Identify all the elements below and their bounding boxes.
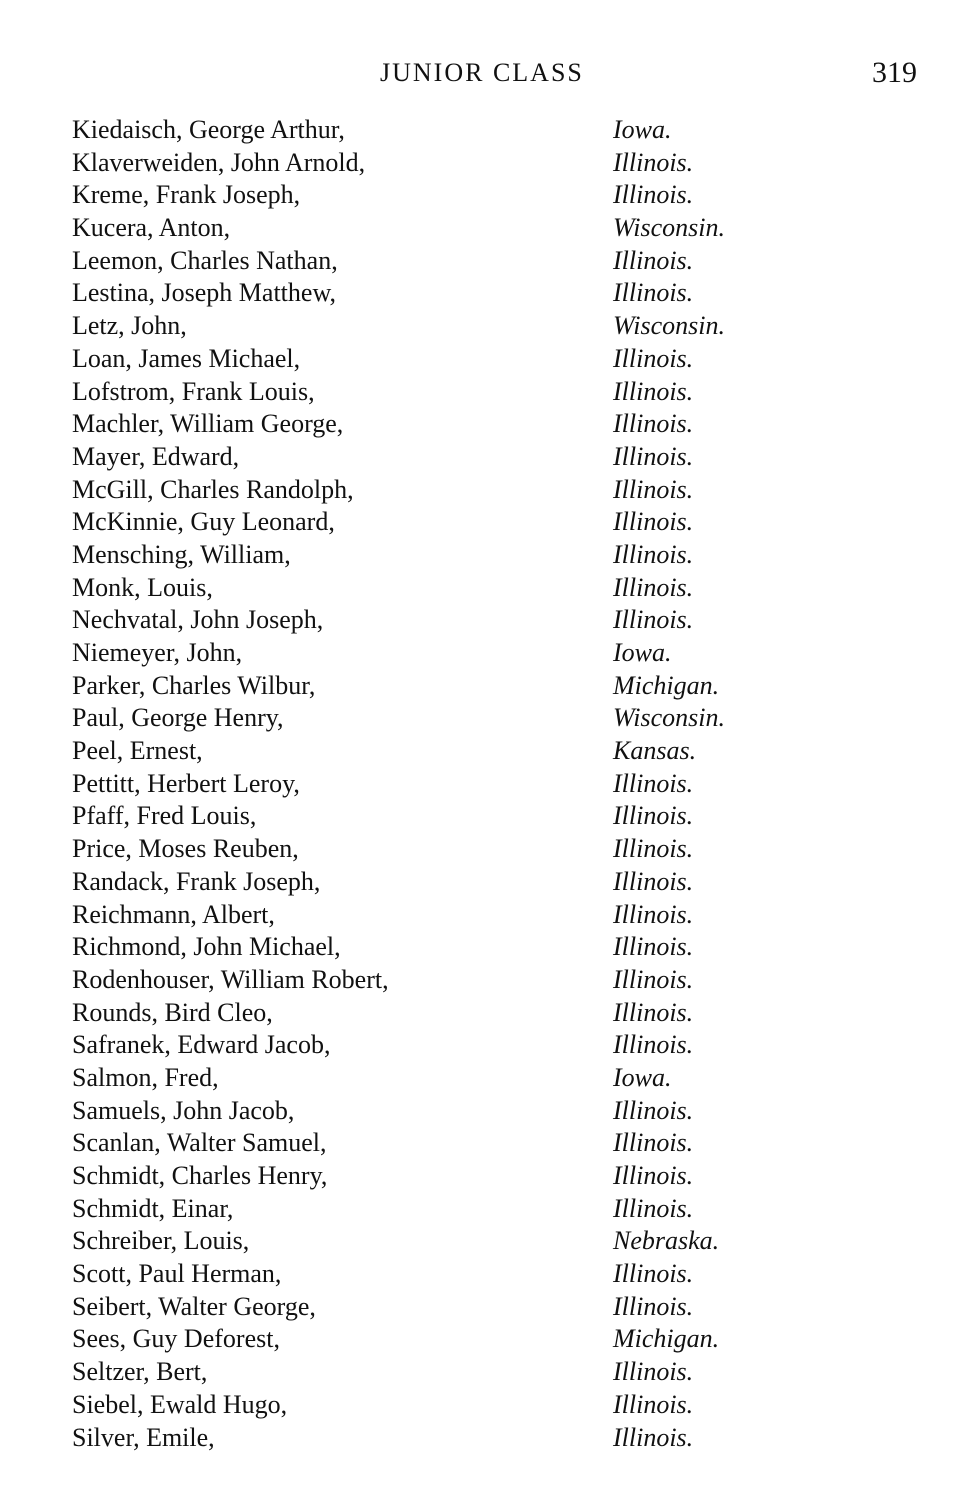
student-state: Kansas.: [613, 736, 697, 766]
student-state: Illinois.: [613, 605, 694, 635]
student-name: Safranek, Edward Jacob,: [72, 1030, 331, 1060]
student-state: Iowa.: [613, 638, 672, 667]
student-row: [72, 114, 932, 147]
student-name: Leemon, Charles Nathan,: [72, 245, 338, 275]
student-row: [72, 1356, 932, 1389]
student-name: Kucera, Anton,: [72, 213, 231, 243]
student-name: Price, Moses Reuben,: [72, 834, 299, 864]
student-name: Richmond, John Michael,: [72, 932, 341, 962]
student-name: McKinnie, Guy Leonard,: [72, 507, 335, 537]
running-head: [0, 52, 978, 92]
student-row: [72, 212, 932, 245]
student-state: Illinois.: [613, 1161, 694, 1190]
student-state: Illinois.: [613, 278, 694, 308]
student-name: Schmidt, Einar,: [72, 1193, 234, 1223]
student-row: [72, 441, 932, 474]
student-state: Illinois.: [613, 343, 694, 373]
student-state: Illinois.: [613, 441, 694, 471]
student-row: [72, 964, 932, 997]
student-state: Illinois.: [613, 180, 694, 210]
student-row: [72, 931, 932, 964]
student-state: Illinois.: [613, 1095, 694, 1125]
student-row: [72, 997, 932, 1030]
student-state: Illinois.: [613, 539, 694, 569]
student-name: Pfaff, Fred Louis,: [72, 801, 257, 831]
student-row: [72, 637, 932, 670]
student-state: Illinois.: [613, 1389, 694, 1419]
student-state: Wisconsin.: [613, 213, 725, 243]
student-name: Mayer, Edward,: [72, 441, 240, 471]
student-name: Paul, George Henry,: [72, 703, 284, 733]
student-name: Niemeyer, John,: [72, 638, 243, 667]
student-name: Klaverweiden, John Arnold,: [72, 147, 366, 177]
student-row: [72, 768, 932, 801]
student-row: [72, 1291, 932, 1324]
student-row: [72, 1160, 932, 1193]
student-row: [72, 343, 932, 376]
student-name: Siebel, Ewald Hugo,: [72, 1389, 288, 1419]
header-title: JUNIOR CLASS: [380, 58, 584, 87]
student-name: Schmidt, Charles Henry,: [72, 1161, 328, 1190]
student-row: [72, 179, 932, 212]
student-row: [72, 833, 932, 866]
student-name: Mensching, William,: [72, 539, 291, 569]
student-name: McGill, Charles Randolph,: [72, 474, 354, 504]
student-state: Illinois.: [613, 1422, 694, 1452]
student-row: [72, 474, 932, 507]
student-name: Parker, Charles Wilbur,: [72, 670, 316, 700]
page-number: 319: [872, 56, 917, 89]
student-row: [72, 1258, 932, 1291]
student-state: Illinois.: [613, 147, 694, 177]
student-name: Kiedaisch, George Arthur,: [72, 115, 345, 144]
student-state: Illinois.: [613, 376, 694, 406]
student-row: [72, 408, 932, 441]
student-row: [72, 1193, 932, 1226]
student-name: Rodenhouser, William Robert,: [72, 964, 389, 994]
student-row: [72, 147, 932, 180]
student-state: Illinois.: [613, 474, 694, 504]
student-name: Salmon, Fred,: [72, 1062, 219, 1092]
student-state: Illinois.: [613, 899, 694, 929]
student-row: [72, 1127, 932, 1160]
student-name: Loan, James Michael,: [72, 343, 301, 373]
student-state: Illinois.: [613, 1193, 694, 1223]
student-name: Silver, Emile,: [72, 1422, 215, 1452]
student-state: Illinois.: [613, 768, 694, 798]
student-name: Seibert, Walter George,: [72, 1291, 316, 1321]
student-state: Illinois.: [613, 507, 694, 537]
student-row: [72, 1029, 932, 1062]
student-state: Illinois.: [613, 997, 694, 1027]
student-name: Rounds, Bird Cleo,: [72, 997, 273, 1027]
student-state: Illinois.: [613, 1259, 694, 1289]
student-state: Illinois.: [613, 409, 694, 439]
student-roster: [72, 114, 932, 1454]
student-state: Iowa.: [613, 115, 672, 144]
student-row: [72, 735, 932, 768]
student-state: Illinois.: [613, 245, 694, 275]
student-state: Wisconsin.: [613, 311, 725, 341]
student-name: Lofstrom, Frank Louis,: [72, 376, 315, 406]
student-name: Nechvatal, John Joseph,: [72, 605, 324, 635]
student-row: [72, 572, 932, 605]
student-state: Illinois.: [613, 572, 694, 602]
student-row: [72, 277, 932, 310]
student-name: Schreiber, Louis,: [72, 1226, 250, 1256]
student-row: [72, 1389, 932, 1422]
student-name: Monk, Louis,: [72, 572, 213, 602]
student-state: Michigan.: [613, 670, 720, 700]
student-name: Letz, John,: [72, 311, 187, 341]
student-row: [72, 604, 932, 637]
student-row: [72, 1323, 932, 1356]
student-name: Kreme, Frank Joseph,: [72, 180, 301, 210]
student-name: Reichmann, Albert,: [72, 899, 275, 929]
student-state: Illinois.: [613, 866, 694, 896]
student-name: Lestina, Joseph Matthew,: [72, 278, 337, 308]
student-name: Randack, Frank Joseph,: [72, 866, 321, 896]
student-name: Sees, Guy Deforest,: [72, 1324, 280, 1354]
student-state: Illinois.: [613, 1357, 694, 1387]
student-state: Illinois.: [613, 834, 694, 864]
student-state: Illinois.: [613, 801, 694, 831]
student-row: [72, 1225, 932, 1258]
student-row: [72, 866, 932, 899]
student-state: Wisconsin.: [613, 703, 725, 733]
student-state: Illinois.: [613, 1030, 694, 1060]
student-name: Pettitt, Herbert Leroy,: [72, 768, 300, 798]
student-row: [72, 506, 932, 539]
student-state: Illinois.: [613, 964, 694, 994]
student-state: Illinois.: [613, 1128, 694, 1158]
student-name: Machler, William George,: [72, 409, 344, 439]
student-state: Nebraska.: [613, 1226, 720, 1256]
student-state: Illinois.: [613, 1291, 694, 1321]
student-row: [72, 702, 932, 735]
student-state: Iowa.: [613, 1062, 672, 1092]
student-row: [72, 310, 932, 343]
student-name: Peel, Ernest,: [72, 736, 203, 766]
student-name: Scanlan, Walter Samuel,: [72, 1128, 327, 1158]
student-name: Seltzer, Bert,: [72, 1357, 208, 1387]
student-name: Scott, Paul Herman,: [72, 1259, 282, 1289]
student-row: [72, 539, 932, 572]
student-row: [72, 899, 932, 932]
student-row: [72, 245, 932, 278]
student-row: [72, 376, 932, 409]
student-state: Michigan.: [613, 1324, 720, 1354]
student-name: Samuels, John Jacob,: [72, 1095, 295, 1125]
student-state: Illinois.: [613, 932, 694, 962]
student-row: [72, 1422, 932, 1455]
student-row: [72, 800, 932, 833]
student-row: [72, 1095, 932, 1128]
student-row: [72, 670, 932, 703]
student-row: [72, 1062, 932, 1095]
